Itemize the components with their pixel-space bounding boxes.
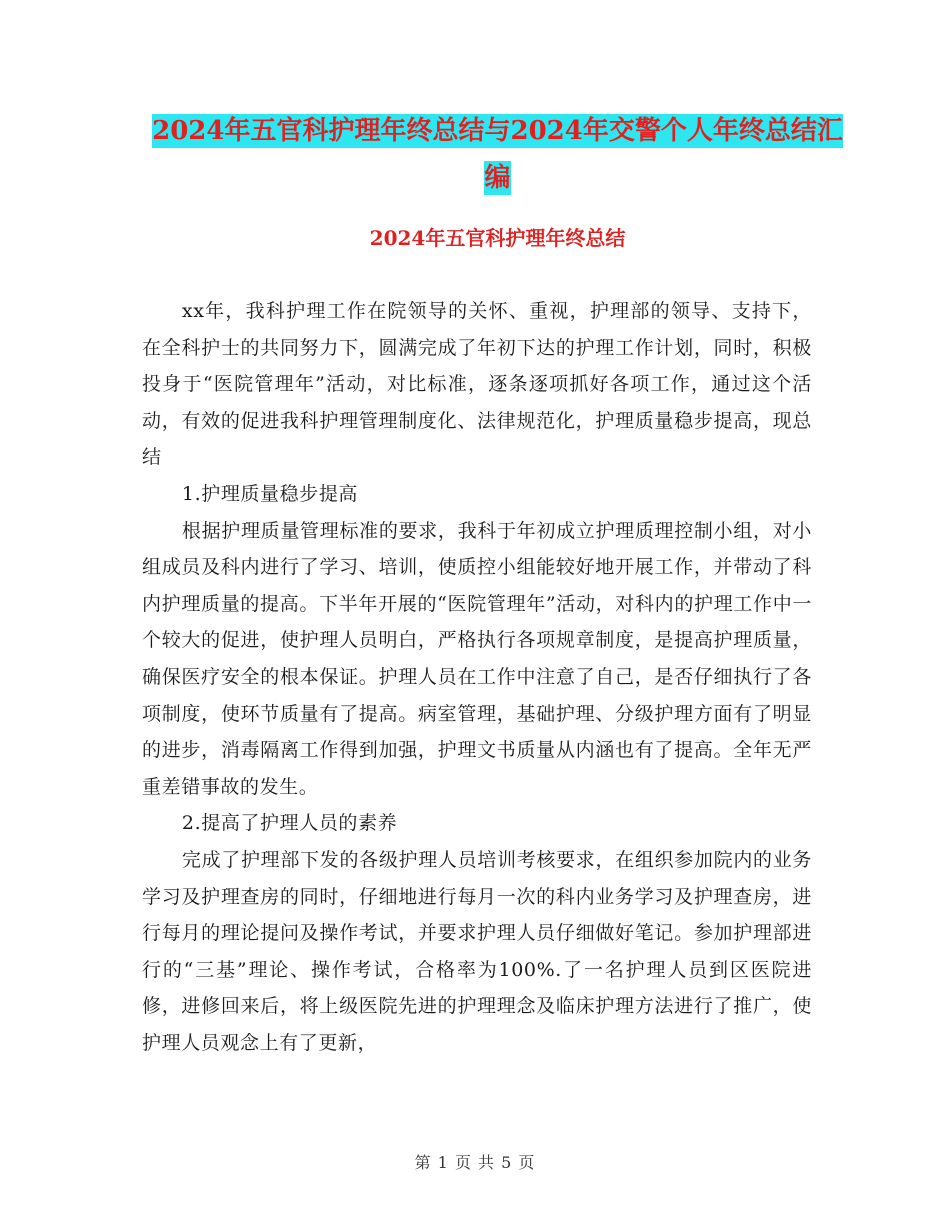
paragraph-training: 完成了护理部下发的各级护理人员培训考核要求，在组织参加院内的业务学习及护理查房的同时，仔细地进行每月一次的科内业务学习及护理查房，进行每月的理论提问及操作考试，并要求护理人员仔细做好笔记。参加护理部进行的“三基”理论、操作考试，合格率为100%.了一名护理人员到区医院进修，进修回来后，将上级医院先进的护理理念及临床护理方法进行了推广，使护理人员观念上有了更新， bbox=[142, 848, 812, 1054]
document-body bbox=[142, 293, 812, 1061]
paragraph-heading-2: 2.提高了护理人员的素养 bbox=[181, 812, 398, 835]
paragraph-heading-1: 1.护理质量稳步提高 bbox=[181, 482, 359, 505]
document-title bbox=[140, 108, 855, 202]
document-title-text: 2024年五官科护理年终总结与2024年交警个人年终总结汇编 bbox=[152, 116, 843, 193]
paragraph-quality: 根据护理质量管理标准的要求，我科于年初成立护理质理控制小组，对小组成员及科内进行了学习、培训，使质控小组能较好地开展工作，并带动了科内护理质量的提高。下半年开展的“医院管理年”活动，对科内的护理工作中一个较大的促进，使护理人员明白，严格执行各项规章制度，是提高护理质量，确保医疗安全的根本保证。护理人员在工作中注意了自己，是否仔细执行了各项制度，使环节质量有了提高。病室管理，基础护理、分级护理方面有了明显的进步，消毒隔离工作得到加强，护理文书质量从内涵也有了提高。全年无严重差错事故的发生。 bbox=[142, 519, 812, 798]
section-title: 2024年五官科护理年终总结 bbox=[369, 226, 626, 250]
page-number-footer: 第 1 页 共 5 页 bbox=[414, 1153, 536, 1172]
paragraph-intro: xx年，我科护理工作在院领导的关怀、重视，护理部的领导、支持下，在全科护士的共同努力下，圆满完成了年初下达的护理工作计划，同时，积极投身于“医院管理年”活动，对比标准，逐条逐项抓好各项工作，通过这个活动，有效的促进我科护理管理制度化、法律规范化，护理质量稳步提高，现总结 bbox=[142, 300, 812, 469]
